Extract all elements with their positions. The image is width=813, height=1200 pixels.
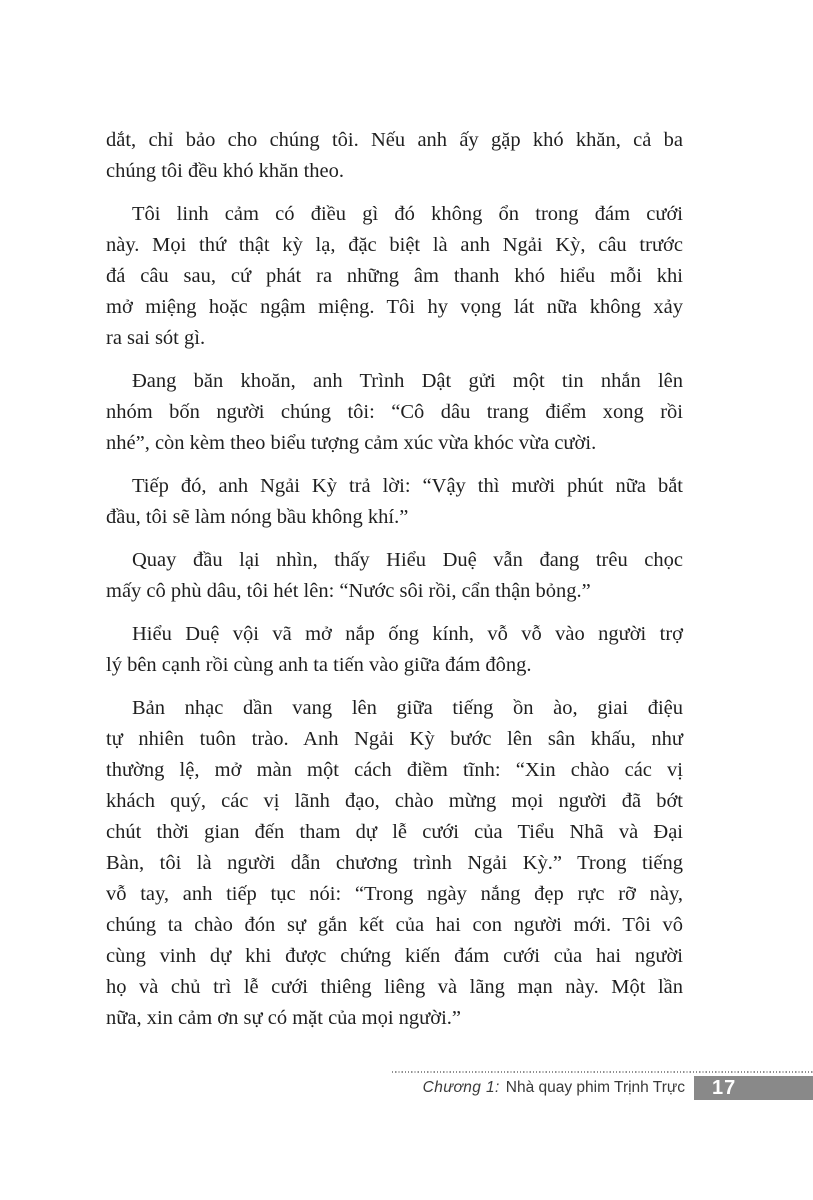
text-line: chúng ta chào đón sự gắn kết của hai con người mới. Tôi vô (106, 914, 683, 936)
text-line: khách quý, các vị lãnh đạo, chào mừng mọi người đã bớt (106, 790, 683, 812)
text-line: Đang băn khoăn, anh Trình Dật gửi một tin nhắn lên (132, 370, 683, 392)
text-line: thường lệ, mở màn một cách điềm tĩnh: “Xin chào các vị (106, 759, 683, 781)
text-line: Quay đầu lại nhìn, thấy Hiểu Duệ vẫn đang trêu chọc (132, 549, 683, 571)
page-number-badge: 17 (694, 1076, 813, 1100)
paragraph (106, 199, 683, 354)
body-text (106, 125, 683, 1034)
text-line: Bản nhạc dần vang lên giữa tiếng ồn ào, giai điệu (132, 697, 683, 719)
text-line: này. Mọi thứ thật kỳ lạ, đặc biệt là anh Ngải Kỳ, câu trước (106, 234, 683, 256)
paragraph (106, 125, 683, 187)
text-line: Tôi linh cảm có điều gì đó không ổn trong đám cưới (132, 203, 683, 225)
text-line: mấy cô phù dâu, tôi hét lên: “Nước sôi rồi, cẩn thận bỏng.” (106, 580, 591, 602)
footer-row (392, 1076, 813, 1100)
text-line: họ và chủ trì lễ cưới thiêng liêng và lãng mạn này. Một lần (106, 976, 683, 998)
text-line: Bàn, tôi là người dẫn chương trình Ngải Kỳ.” Trong tiếng (106, 852, 683, 874)
text-line: vỗ tay, anh tiếp tục nói: “Trong ngày nắng đẹp rực rỡ này, (106, 883, 683, 905)
text-line: ra sai sót gì. (106, 327, 206, 349)
text-line: nhé”, còn kèm theo biểu tượng cảm xúc vừa khóc vừa cười. (106, 432, 597, 454)
text-line: cùng vinh dự khi được chứng kiến đám cưới của hai người (106, 945, 683, 967)
text-line: nhóm bốn người chúng tôi: “Cô dâu trang điểm xong rồi (106, 401, 683, 423)
text-line: chúng tôi đều khó khăn theo. (106, 160, 344, 182)
chapter-title: Nhà quay phim Trịnh Trực (505, 1079, 685, 1096)
paragraph (106, 366, 683, 459)
paragraph (106, 471, 683, 533)
text-line: đá câu sau, cứ phát ra những âm thanh khó hiểu mỗi khi (106, 265, 683, 287)
text-line: đầu, tôi sẽ làm nóng bầu không khí.” (106, 506, 409, 528)
text-line: dắt, chỉ bảo cho chúng tôi. Nếu anh ấy gặp khó khăn, cả ba (106, 129, 683, 151)
paragraph (106, 545, 683, 607)
text-line: nữa, xin cảm ơn sự có mặt của mọi người.” (106, 1007, 462, 1029)
running-footer (423, 1079, 685, 1097)
paragraph (106, 693, 683, 1034)
text-line: Tiếp đó, anh Ngải Kỳ trả lời: “Vậy thì mười phút nữa bắt (132, 475, 683, 497)
text-line: chút thời gian đến tham dự lễ cưới của Tiểu Nhã và Đại (106, 821, 683, 843)
text-line: mở miệng hoặc ngậm miệng. Tôi hy vọng lát nữa không xảy (106, 296, 683, 318)
paragraph (106, 619, 683, 681)
text-line: lý bên cạnh rồi cùng anh ta tiến vào giữa đám đông. (106, 654, 532, 676)
chapter-label: Chương 1: (422, 1079, 500, 1096)
text-line: Hiểu Duệ vội vã mở nắp ống kính, vỗ vỗ vào người trợ (132, 623, 683, 645)
page-footer (392, 1071, 813, 1100)
footer-divider (392, 1071, 813, 1073)
text-line: tự nhiên tuôn trào. Anh Ngải Kỳ bước lên sân khấu, như (106, 728, 683, 750)
